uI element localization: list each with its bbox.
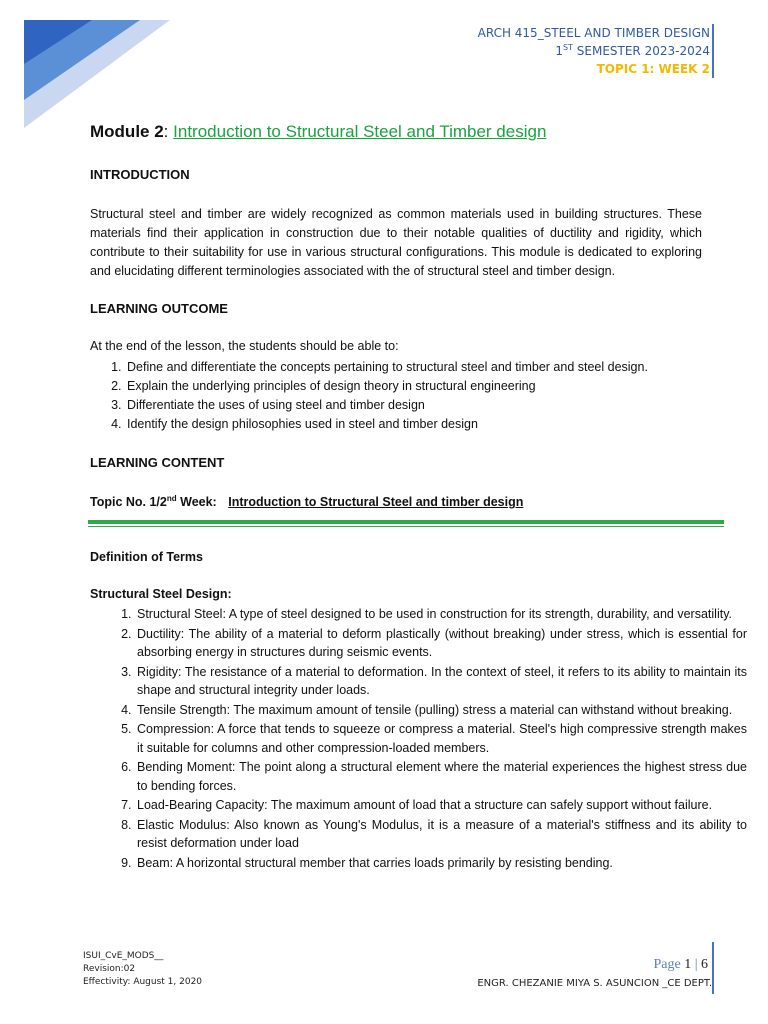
list-item: 8. Elastic Modulus: Also known as Young's Modulus, it is a measure of a material's stiffness and its ability to resist deformation under load <box>135 816 747 853</box>
list-item: 1. Define and differentiate the concepts pertaining to structural steel and timber and steel design. <box>125 358 648 377</box>
list-item: 4. Identify the design philosophies used in steel and timber design <box>125 415 648 434</box>
page-number: Page 1 | 6 <box>653 957 708 972</box>
list-item: 2. Ductility: The ability of a material to deform plastically (without breaking) under stress, which is essential for absorbing energy in structures during seismic events. <box>135 625 747 662</box>
document-control <box>83 950 202 989</box>
module-label: Module 2 <box>90 122 164 141</box>
list-item: 5. Compression: A force that tends to squeeze or compress a material. Steel's high compressive strength makes it suitable for columns and other compression-loaded members. <box>135 720 747 757</box>
introduction-body: Structural steel and timber are widely recognized as common materials used in building structures. These materials find their application in construction due to their notable qualities of ductility and rigidity, which contribute to their suitability for use in various structural configurations. This module is dedicated to exploring and elucidating different terminologies associated with the of structural steel and timber design. <box>90 207 702 278</box>
structural-steel-subheading: Structural Steel Design: <box>90 587 232 601</box>
introduction-heading: INTRODUCTION <box>90 167 190 182</box>
learning-content-heading: LEARNING CONTENT <box>90 455 225 470</box>
list-item: 3. Differentiate the uses of using steel and timber design <box>125 396 648 415</box>
module-title-link[interactable]: Introduction to Structural Steel and Timber design <box>173 122 547 141</box>
section-divider-thin <box>88 526 724 527</box>
corner-decoration <box>0 0 200 140</box>
page-header <box>478 24 710 78</box>
course-title: ARCH 415_STEEL AND TIMBER DESIGN <box>477 26 710 40</box>
list-item: 3. Rigidity: The resistance of a material to deformation. In the context of steel, it refers to its ability to maintain its shape and structural integrity under loads. <box>135 663 747 700</box>
module-title: Module 2: Introduction to Structural Steel and Timber design <box>90 122 547 141</box>
topic-week: TOPIC 1: WEEK 2 <box>596 62 710 76</box>
list-item: 7. Load-Bearing Capacity: The maximum amount of load that a structure can safely support without failure. <box>135 796 747 815</box>
outcome-list <box>90 358 648 434</box>
list-item: 9. Beam: A horizontal structural member that carries loads primarily by resisting bending. <box>135 854 747 873</box>
author: ENGR. CHEZANIE MIYA S. ASUNCION _CE DEPT. <box>477 978 712 989</box>
list-item: 6. Bending Moment: The point along a structural element where the material experiences the highest stress due to bending forces. <box>135 758 747 795</box>
header-rule <box>712 24 714 78</box>
doc-code: ISUI_CvE_MODS__ <box>83 951 164 961</box>
list-item: 1. Structural Steel: A type of steel designed to be used in construction for its strength, durability, and versatility. <box>135 605 747 624</box>
effectivity: Effectivity: August 1, 2020 <box>83 977 203 987</box>
semester-line: 1ST SEMESTER 2023-2024 <box>555 43 710 58</box>
section-divider <box>88 520 724 524</box>
terms-list <box>90 605 747 873</box>
revision: Revision:02 <box>83 964 136 974</box>
footer-rule <box>712 942 714 994</box>
list-item: 4. Tensile Strength: The maximum amount of tensile (pulling) stress a material can withstand without breaking. <box>135 701 747 720</box>
list-item: 2. Explain the underlying principles of design theory in structural engineering <box>125 377 648 396</box>
topic-title: Introduction to Structural Steel and timber design <box>228 495 524 510</box>
outcome-intro: At the end of the lesson, the students should be able to: <box>90 339 399 353</box>
definition-heading: Definition of Terms <box>90 550 203 564</box>
topic-line: Topic No. 1/2nd Week: Introduction to Structural Steel and timber design <box>90 494 524 510</box>
learning-outcome-heading: LEARNING OUTCOME <box>90 301 228 316</box>
